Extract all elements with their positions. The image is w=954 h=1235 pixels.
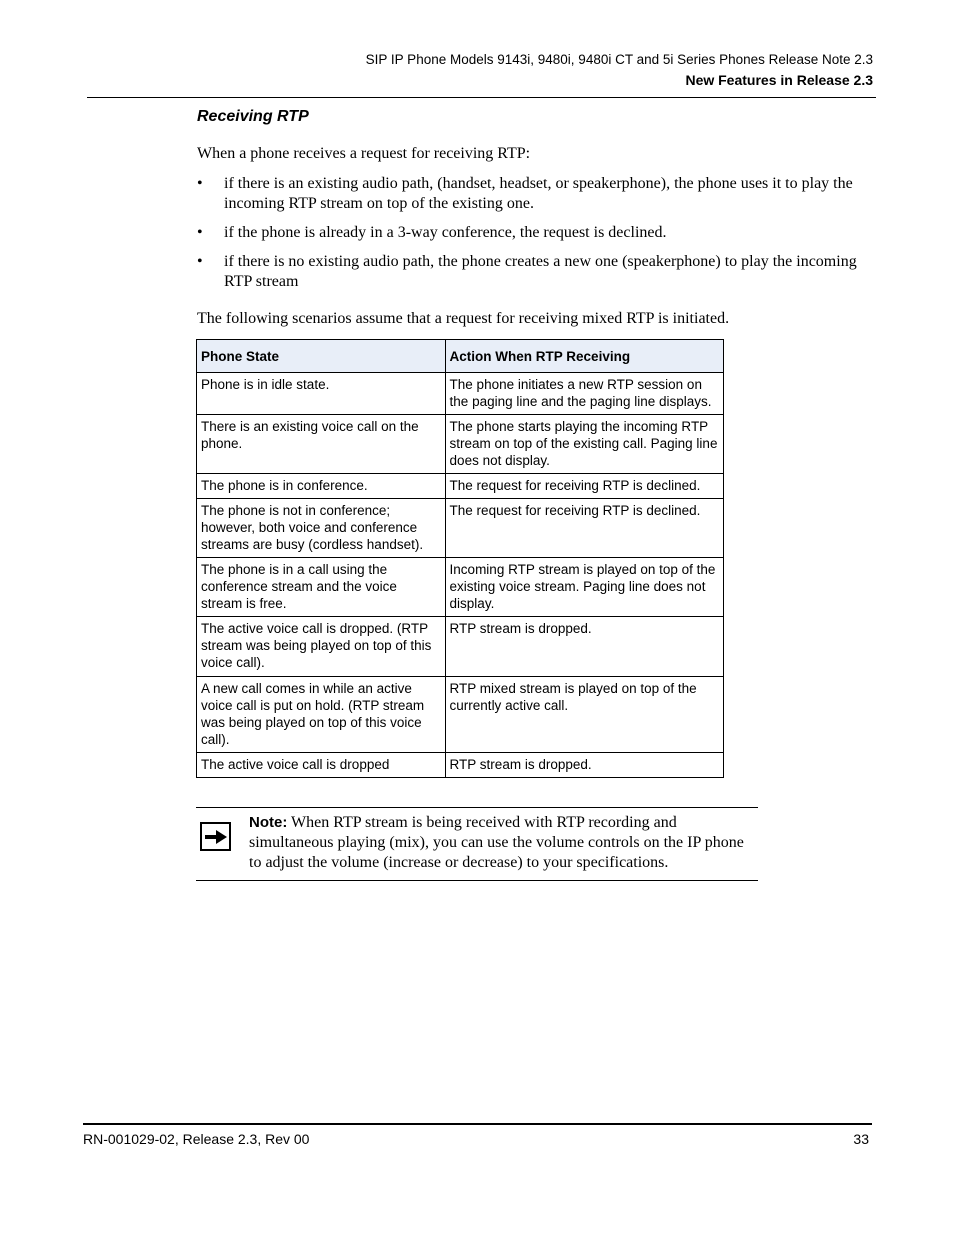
table-cell-action: The request for receiving RTP is declined. (445, 474, 723, 499)
page-number: 33 (853, 1131, 869, 1147)
lead-paragraph: The following scenarios assume that a request for receiving mixed RTP is initiated. (197, 310, 730, 327)
table-cell-action: The phone initiates a new RTP session on the paging line and the paging line displays. (445, 373, 723, 415)
header-divider (87, 97, 876, 98)
list-item (197, 252, 871, 292)
footer-document-number: RN-001029-02, Release 2.3, Rev 00 (83, 1131, 310, 1147)
column-header-action: Action When RTP Receiving (445, 340, 723, 373)
table-cell-action: The phone starts playing the incoming RTP stream on top of the existing call. Paging line does not display. (445, 415, 723, 474)
table-row (197, 558, 724, 617)
table-row (197, 617, 724, 677)
list-item (197, 174, 871, 214)
note-text (249, 813, 759, 873)
header-section-title: New Features in Release 2.3 (685, 72, 873, 88)
table-row (197, 753, 724, 778)
table-cell-phone-state: The phone is in conference. (197, 474, 446, 499)
list-item-text: if the phone is already in a 3-way conference, the request is declined. (224, 224, 667, 241)
table-cell-phone-state: Phone is in idle state. (197, 373, 446, 415)
table-cell-phone-state: The phone is not in conference; however, both voice and conference streams are busy (cordless handset). (197, 499, 446, 558)
note-bottom-rule (196, 880, 758, 881)
arrow-right-icon (200, 822, 231, 851)
table-cell-phone-state: A new call comes in while an active voice call is put on hold. (RTP stream was being played on top of this voice call). (197, 677, 446, 753)
column-header-phone-state: Phone State (197, 340, 446, 373)
table-cell-action: RTP stream is dropped. (445, 753, 723, 778)
table-row (197, 677, 724, 753)
table-header-row (197, 340, 724, 373)
rtp-scenarios-table (196, 339, 724, 778)
table-row (197, 415, 724, 474)
table-cell-action: RTP stream is dropped. (445, 617, 723, 677)
note-label: Note: (249, 814, 288, 831)
table-row (197, 474, 724, 499)
table-row (197, 499, 724, 558)
table-cell-action: The request for receiving RTP is declined. (445, 499, 723, 558)
intro-paragraph: When a phone receives a request for receiving RTP: (197, 145, 531, 162)
bullet-marker: • (197, 175, 203, 192)
table-cell-phone-state: The active voice call is dropped (197, 753, 446, 778)
bullet-marker: • (197, 253, 203, 270)
table-cell-phone-state: The phone is in a call using the conference stream and the voice stream is free. (197, 558, 446, 617)
bullet-list (197, 174, 871, 301)
note-top-rule (196, 807, 758, 808)
bullet-marker: • (197, 224, 203, 241)
header-document-title: SIP IP Phone Models 9143i, 9480i, 9480i CT and 5i Series Phones Release Note 2.3 (365, 52, 873, 67)
note-body: When RTP stream is being received with RTP recording and simultaneous playing (mix), you can use the volume controls on the IP phone to adjust the volume (increase or decrease) to your specifications. (249, 814, 744, 871)
table-cell-action: RTP mixed stream is played on top of the currently active call. (445, 677, 723, 753)
list-item (197, 223, 871, 243)
table-row (197, 373, 724, 415)
list-item-text: if there is an existing audio path, (handset, headset, or speakerphone), the phone uses it to play the incoming RTP stream on top of the existing one. (224, 175, 853, 212)
table-cell-action: Incoming RTP stream is played on top of the existing voice stream. Paging line does not display. (445, 558, 723, 617)
table-cell-phone-state: There is an existing voice call on the phone. (197, 415, 446, 474)
list-item-text: if there is no existing audio path, the phone creates a new one (speakerphone) to play the incoming RTP stream (224, 253, 857, 290)
section-title: Receiving RTP (197, 108, 309, 125)
table-cell-phone-state: The active voice call is dropped. (RTP stream was being played on top of this voice call). (197, 617, 446, 677)
footer-divider (83, 1123, 872, 1125)
